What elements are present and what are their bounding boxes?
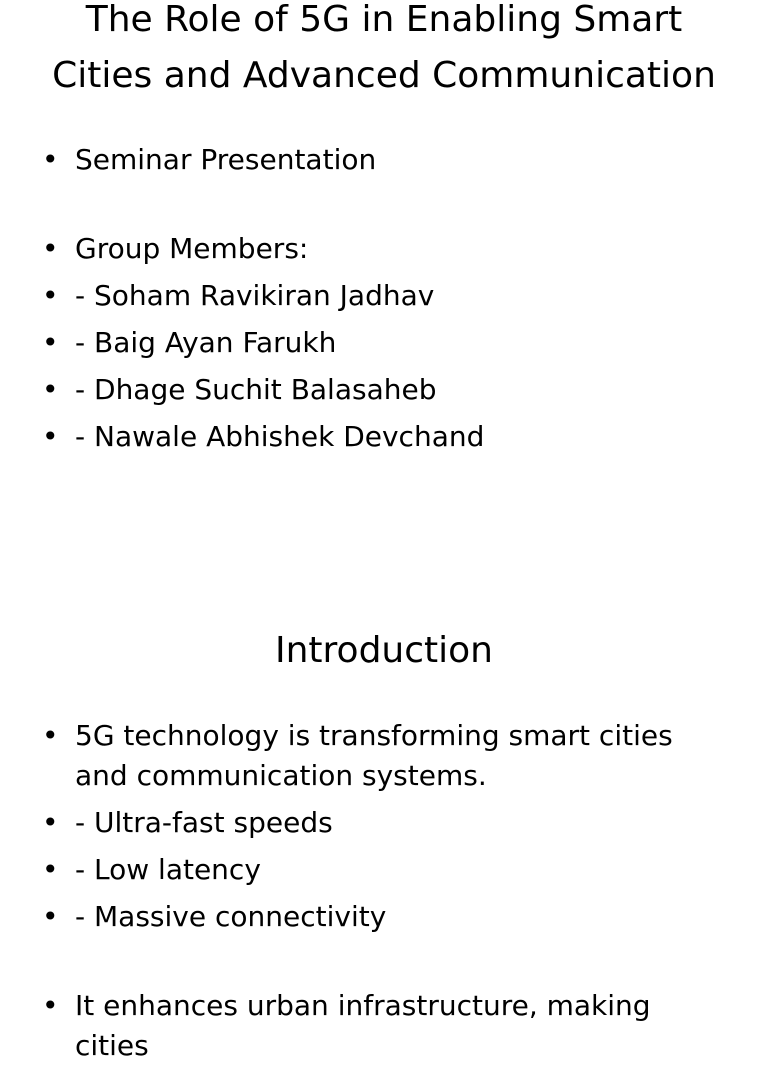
bullet-item: • Group Members: — [42, 229, 732, 269]
bullet-list — [42, 140, 732, 464]
bullet-item: • - Low latency — [42, 850, 732, 890]
bullet-item: • It enhances urban infrastructure, making cities — [42, 986, 732, 1066]
bullet-item: • - Nawale Abhishek Devchand — [42, 417, 732, 457]
bullet-item: • - Dhage Suchit Balasaheb — [42, 370, 732, 410]
bullet-list — [42, 716, 732, 1073]
slide-title: The Role of 5G in Enabling Smart Cities and Advanced Communication — [52, 0, 716, 96]
bullet-item: • Seminar Presentation — [42, 140, 732, 180]
bullet-item: • - Soham Ravikiran Jadhav — [42, 276, 732, 316]
bullet-item: • 5G technology is transforming smart cities and communication systems. — [42, 716, 732, 796]
bullet-item: • - Baig Ayan Farukh — [42, 323, 732, 363]
bullet-item: • - Ultra-fast speeds — [42, 803, 732, 843]
slide-title: Introduction — [274, 630, 493, 671]
bullet-item: • - Massive connectivity — [42, 897, 732, 937]
